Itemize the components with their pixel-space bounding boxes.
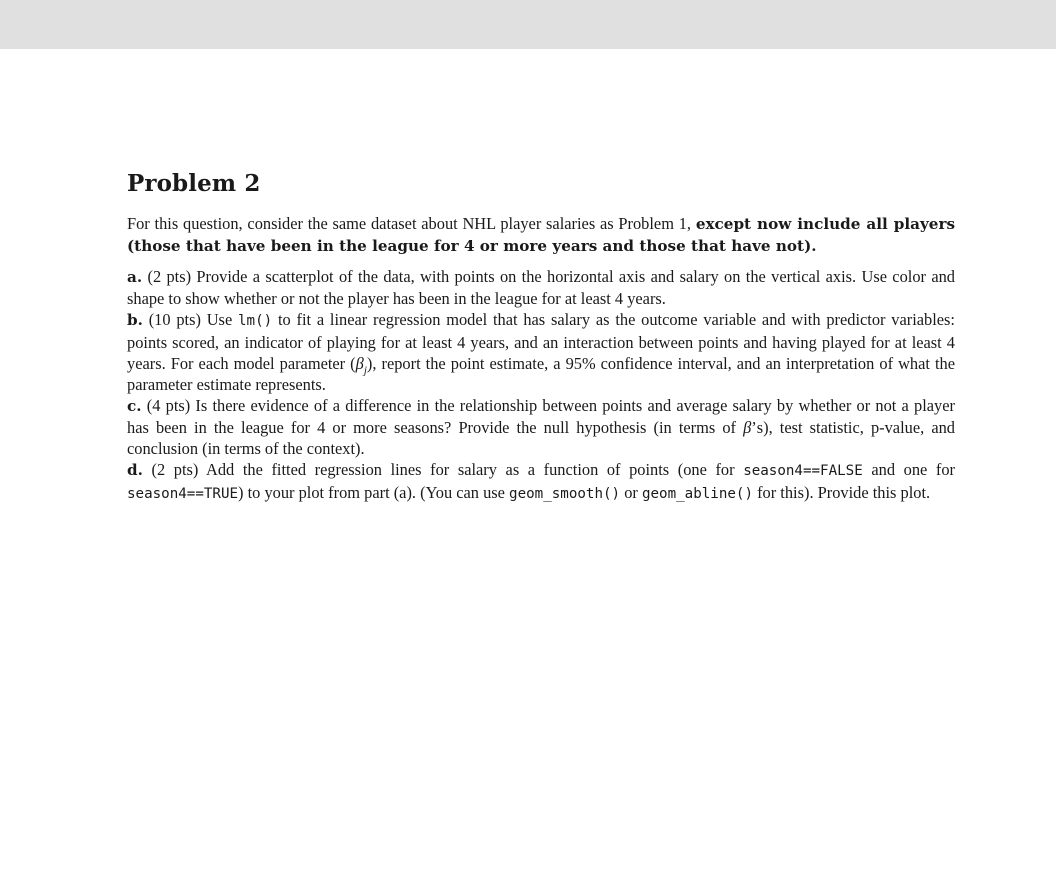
part-d-label: d. bbox=[127, 461, 143, 479]
part-d bbox=[127, 459, 955, 505]
part-d-code-true: season4==TRUE bbox=[127, 486, 239, 502]
part-d-code-abline: geom_abline() bbox=[641, 486, 753, 502]
part-b-code-lm: lm() bbox=[238, 313, 273, 329]
part-a bbox=[127, 266, 955, 309]
part-c-text-2: ’s), test statistic, p-value, and conclusion (in terms of the context). bbox=[127, 418, 955, 458]
intro-paragraph bbox=[127, 213, 955, 257]
part-d-code-smooth: geom_smooth() bbox=[509, 486, 621, 502]
part-b-text-1: (10 pts) Use bbox=[142, 310, 239, 329]
part-b-beta-sub: j bbox=[363, 364, 367, 377]
part-d-text-3: ) to your plot from part (a). (You can use bbox=[238, 483, 510, 502]
part-c-text-1: (4 pts) Is there evidence of a difference in the relationship between points and average salary by whether or not a player has been in the league for 4 or more seasons? Provide the null hypothesis (in terms of bbox=[127, 396, 955, 437]
part-c bbox=[127, 395, 955, 459]
part-d-text-2: and one for bbox=[862, 460, 955, 479]
part-b-text-3: ), report the point estimate, a 95% confidence interval, and an interpretation of what the parameter estimate represents. bbox=[127, 354, 956, 394]
top-toolbar-bar bbox=[0, 0, 1056, 49]
part-b-beta: β bbox=[355, 354, 364, 373]
part-c-beta: β bbox=[743, 418, 752, 437]
part-d-code-false: season4==FALSE bbox=[743, 463, 863, 479]
part-c-label: c. bbox=[127, 397, 142, 415]
part-d-text-1: (2 pts) Add the fitted regression lines for salary as a function of points (one for bbox=[142, 460, 744, 479]
part-d-text-5: for this). Provide this plot. bbox=[753, 483, 931, 502]
part-d-text-4: or bbox=[620, 483, 642, 502]
part-a-text: (2 pts) Provide a scatterplot of the data, with points on the horizontal axis and salary on the vertical axis. Use color and shape to show whether or not the player has been in the league for at least 4 years. bbox=[127, 267, 955, 308]
problem-title: Problem 2 bbox=[127, 170, 261, 197]
document-body bbox=[127, 170, 955, 505]
part-b-label: b. bbox=[127, 311, 143, 329]
part-b-text-2: to fit a linear regression model that has salary as the outcome variable and with predictor variables: points scored, an indicator of playing for at least 4 years, and an interaction between points and having played for at least 4 years. For each model parameter ( bbox=[127, 310, 955, 373]
intro-text: For this question, consider the same dataset about NHL player salaries as Problem 1, bbox=[127, 214, 696, 233]
intro-bold-text: except now include all players (those that have been in the league for 4 or more years and those that have not). bbox=[127, 215, 955, 255]
part-a-label: a. bbox=[127, 268, 143, 286]
part-b bbox=[127, 309, 955, 395]
